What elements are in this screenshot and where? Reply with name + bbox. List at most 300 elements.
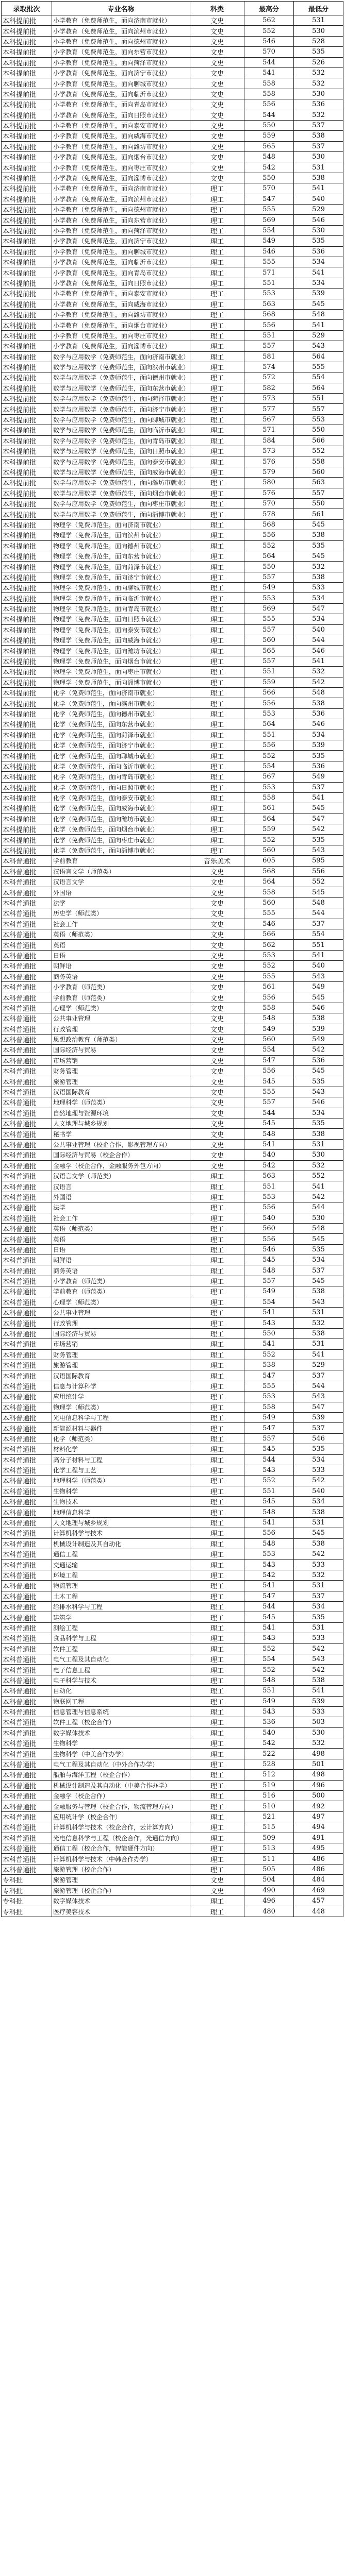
- cell-min-score: 530: [294, 225, 343, 235]
- cell-subject: 文史: [190, 152, 244, 162]
- cell-batch: 本科普通批: [2, 940, 52, 950]
- cell-batch: 本科提前批: [2, 78, 52, 89]
- cell-major: 小学教育（免费师范生，面向滨州市就业）: [52, 194, 190, 204]
- cell-batch: 本科普通批: [2, 1770, 52, 1780]
- cell-min-score: 544: [294, 635, 343, 646]
- table-row: [2, 1308, 343, 1318]
- cell-min-score: 535: [294, 751, 343, 761]
- cell-subject: 理工: [190, 1286, 244, 1297]
- cell-batch: 本科提前批: [2, 351, 52, 362]
- cell-min-score: 545: [294, 1234, 343, 1244]
- cell-max-score: 496: [244, 1895, 294, 1906]
- cell-max-score: 562: [244, 940, 294, 950]
- cell-subject: 理工: [190, 1297, 244, 1307]
- cell-max-score: 576: [244, 488, 294, 498]
- cell-min-score: 534: [294, 730, 343, 740]
- cell-min-score: 530: [294, 1150, 343, 1160]
- cell-subject: 理工: [190, 425, 244, 435]
- cell-batch: 本科普通批: [2, 981, 52, 992]
- cell-min-score: 533: [294, 1633, 343, 1643]
- cell-major: 化学（免费师范生，面向淄博市就业）: [52, 845, 190, 855]
- cell-min-score: 535: [294, 47, 343, 57]
- cell-major: 生物科学（中美合作办学）: [52, 1749, 190, 1759]
- cell-max-score: 552: [244, 751, 294, 761]
- table-row: [2, 1108, 343, 1118]
- cell-min-score: 529: [294, 330, 343, 341]
- cell-max-score: 545: [244, 1612, 294, 1622]
- cell-min-score: 531: [294, 1308, 343, 1318]
- table-row: [2, 919, 343, 929]
- cell-batch: 本科提前批: [2, 551, 52, 561]
- table-row: [2, 1843, 343, 1853]
- cell-batch: 本科提前批: [2, 624, 52, 635]
- cell-max-score: 556: [244, 1202, 294, 1213]
- cell-subject: 理工: [190, 372, 244, 383]
- cell-major: 人文地理与城乡规划: [52, 1517, 190, 1528]
- cell-subject: 理工: [190, 1622, 244, 1633]
- table-row: [2, 1276, 343, 1286]
- cell-major: 旅游管理: [52, 1076, 190, 1087]
- cell-major: 自然地理与资源环境: [52, 1108, 190, 1118]
- table-row: [2, 414, 343, 425]
- cell-subject: 理工: [190, 751, 244, 761]
- cell-subject: 理工: [190, 1265, 244, 1276]
- cell-max-score: 559: [244, 677, 294, 687]
- cell-max-score: 571: [244, 267, 294, 278]
- table-row: [2, 908, 343, 919]
- table-row: [2, 404, 343, 414]
- table-row: [2, 1822, 343, 1833]
- cell-min-score: 542: [294, 1643, 343, 1654]
- cell-max-score: 556: [244, 992, 294, 1003]
- cell-min-score: 554: [294, 929, 343, 939]
- cell-subject: 文史: [190, 1066, 244, 1076]
- cell-batch: 本科提前批: [2, 519, 52, 530]
- cell-batch: 本科普通批: [2, 1171, 52, 1181]
- cell-batch: 本科普通批: [2, 1759, 52, 1769]
- cell-batch: 本科普通批: [2, 1055, 52, 1065]
- cell-major: 日语: [52, 950, 190, 960]
- cell-subject: 文史: [190, 1003, 244, 1013]
- table-row: [2, 656, 343, 666]
- cell-subject: 理工: [190, 1686, 244, 1696]
- cell-min-score: 536: [294, 1055, 343, 1065]
- cell-max-score: 549: [244, 1024, 294, 1034]
- cell-batch: 本科普通批: [2, 887, 52, 897]
- cell-max-score: 558: [244, 792, 294, 803]
- cell-batch: 本科提前批: [2, 446, 52, 456]
- cell-major: 国际经济与贸易（校企合作）: [52, 1150, 190, 1160]
- cell-major: 公共事业管理（校企合作，影视管理方向）: [52, 1139, 190, 1149]
- cell-min-score: 539: [294, 289, 343, 299]
- cell-major: 小学教育（免费师范生，面向日照市就业）: [52, 278, 190, 288]
- cell-batch: 本科普通批: [2, 1308, 52, 1318]
- cell-major: 通信工程: [52, 1549, 190, 1560]
- cell-min-score: 538: [294, 572, 343, 582]
- table-row: [2, 246, 343, 257]
- cell-major: 船舶与海洋工程（校企合作）: [52, 1770, 190, 1780]
- cell-subject: 理工: [190, 814, 244, 824]
- cell-major: 电子科学与技术: [52, 1675, 190, 1685]
- cell-max-score: 561: [244, 803, 294, 814]
- cell-subject: 理工: [190, 1822, 244, 1833]
- cell-major: 学前教育: [52, 856, 190, 866]
- cell-major: 化学（免费师范生，面向枣庄市就业）: [52, 835, 190, 845]
- cell-max-score: 555: [244, 257, 294, 267]
- cell-max-score: 569: [244, 215, 294, 225]
- cell-min-score: 532: [294, 1570, 343, 1580]
- table-row: [2, 940, 343, 950]
- cell-major: 小学教育（免费师范生，面向德州市就业）: [52, 205, 190, 215]
- cell-major: 汉语言文学（师范类）: [52, 866, 190, 876]
- cell-max-score: 560: [244, 1223, 294, 1233]
- cell-major: 地理信息科学: [52, 1507, 190, 1517]
- cell-batch: 本科提前批: [2, 803, 52, 814]
- cell-min-score: 496: [294, 1780, 343, 1790]
- admission-score-table: [1, 1, 343, 1917]
- cell-batch: 本科普通批: [2, 1601, 52, 1612]
- cell-subject: 文史: [190, 1055, 244, 1065]
- table-row: [2, 1665, 343, 1675]
- table-row: [2, 1223, 343, 1233]
- cell-major: 小学教育（免费师范生，面向泰安市就业）: [52, 120, 190, 130]
- cell-min-score: 536: [294, 761, 343, 771]
- cell-max-score: 555: [244, 1087, 294, 1097]
- cell-min-score: 552: [294, 1171, 343, 1181]
- cell-min-score: 541: [294, 1349, 343, 1360]
- cell-subject: 理工: [190, 1465, 244, 1475]
- cell-min-score: 538: [294, 173, 343, 183]
- cell-subject: 理工: [190, 1360, 244, 1370]
- cell-major: 物理学（免费师范生，面向菏泽市就业）: [52, 562, 190, 572]
- cell-subject: 文史: [190, 67, 244, 78]
- cell-batch: 本科提前批: [2, 404, 52, 414]
- cell-subject: 理工: [190, 1906, 244, 1917]
- cell-major: 信息与计算科学: [52, 1381, 190, 1391]
- cell-min-score: 543: [294, 1392, 343, 1402]
- cell-max-score: 528: [244, 1759, 294, 1769]
- cell-max-score: 545: [244, 1118, 294, 1129]
- cell-min-score: 532: [294, 667, 343, 677]
- table-row: [2, 1591, 343, 1601]
- cell-min-score: 535: [294, 835, 343, 845]
- cell-major: 物理学（免费师范生，面向东营市就业）: [52, 551, 190, 561]
- cell-batch: 本科提前批: [2, 761, 52, 771]
- cell-max-score: 564: [244, 877, 294, 887]
- cell-min-score: 538: [294, 1675, 343, 1685]
- cell-batch: 本科普通批: [2, 1181, 52, 1192]
- cell-min-score: 545: [294, 803, 343, 814]
- cell-subject: 文史: [190, 887, 244, 897]
- table-row: [2, 603, 343, 614]
- cell-subject: 理工: [190, 215, 244, 225]
- cell-subject: 文史: [190, 1013, 244, 1024]
- cell-subject: 文史: [190, 1118, 244, 1129]
- cell-major: 机械设计制造及其自动化: [52, 1538, 190, 1549]
- cell-batch: 本科普通批: [2, 897, 52, 908]
- cell-max-score: 545: [244, 1444, 294, 1454]
- cell-subject: 理工: [190, 730, 244, 740]
- table-row: [2, 1423, 343, 1433]
- cell-major: 汉语国际教育: [52, 1087, 190, 1097]
- cell-max-score: 557: [244, 624, 294, 635]
- cell-subject: 文史: [190, 919, 244, 929]
- table-row: [2, 372, 343, 383]
- cell-max-score: 554: [244, 1654, 294, 1664]
- table-body: [2, 15, 343, 1917]
- cell-subject: 理工: [190, 1392, 244, 1402]
- cell-major: 生物科学: [52, 1486, 190, 1496]
- cell-major: 建筑学: [52, 1612, 190, 1622]
- cell-batch: 本科普通批: [2, 1433, 52, 1444]
- cell-subject: 文史: [190, 940, 244, 950]
- cell-major: 数学与应用数学（免费师范生，面向济宁市就业）: [52, 404, 190, 414]
- cell-min-score: 531: [294, 1517, 343, 1528]
- cell-max-score: 546: [244, 246, 294, 257]
- cell-batch: 本科提前批: [2, 36, 52, 46]
- cell-major: 化学（免费师范生，面向泰安市就业）: [52, 792, 190, 803]
- cell-min-score: 538: [294, 1507, 343, 1517]
- cell-batch: 本科提前批: [2, 772, 52, 782]
- cell-major: 化学（免费师范生，面向济宁市就业）: [52, 740, 190, 750]
- cell-batch: 本科提前批: [2, 320, 52, 330]
- cell-major: 小学教育（免费师范生，面向威海市就业）: [52, 299, 190, 309]
- cell-major: 生物科学: [52, 1738, 190, 1749]
- table-row: [2, 362, 343, 372]
- table-row: [2, 1360, 343, 1370]
- cell-min-score: 546: [294, 1097, 343, 1108]
- cell-max-score: 541: [244, 1581, 294, 1591]
- cell-subject: 文史: [190, 1129, 244, 1139]
- cell-max-score: 558: [244, 887, 294, 897]
- cell-max-score: 546: [244, 36, 294, 46]
- cell-max-score: 559: [244, 824, 294, 835]
- cell-batch: 本科普通批: [2, 1454, 52, 1465]
- cell-min-score: 538: [294, 1129, 343, 1139]
- cell-batch: 本科普通批: [2, 1665, 52, 1675]
- cell-subject: 理工: [190, 835, 244, 845]
- cell-subject: 理工: [190, 1581, 244, 1591]
- table-row: [2, 15, 343, 26]
- cell-major: 小学教育（免费师范生，面向菏泽市就业）: [52, 57, 190, 67]
- cell-min-score: 543: [294, 1654, 343, 1664]
- cell-min-score: 497: [294, 1811, 343, 1822]
- cell-batch: 本科提前批: [2, 583, 52, 593]
- cell-major: 朝鲜语: [52, 1255, 190, 1265]
- cell-min-score: 469: [294, 1885, 343, 1895]
- cell-min-score: 541: [294, 183, 343, 194]
- cell-subject: 理工: [190, 1318, 244, 1328]
- cell-min-score: 550: [294, 425, 343, 435]
- cell-min-score: 526: [294, 57, 343, 67]
- cell-subject: 理工: [190, 688, 244, 698]
- cell-min-score: 545: [294, 299, 343, 309]
- cell-batch: 本科普通批: [2, 1003, 52, 1013]
- cell-min-score: 564: [294, 383, 343, 393]
- cell-subject: 理工: [190, 1192, 244, 1202]
- cell-min-score: 530: [294, 89, 343, 99]
- table-row: [2, 1370, 343, 1381]
- cell-subject: 文史: [190, 26, 244, 36]
- cell-major: 思想政治教育（师范类）: [52, 1034, 190, 1044]
- cell-max-score: 557: [244, 1097, 294, 1108]
- table-row: [2, 1244, 343, 1255]
- table-row: [2, 866, 343, 876]
- cell-subject: 理工: [190, 1717, 244, 1727]
- cell-min-score: 539: [294, 740, 343, 750]
- cell-min-score: 546: [294, 646, 343, 656]
- table-row: [2, 1139, 343, 1149]
- cell-batch: 本科普通批: [2, 1780, 52, 1790]
- cell-min-score: 553: [294, 414, 343, 425]
- cell-max-score: 554: [244, 225, 294, 235]
- table-row: [2, 1076, 343, 1087]
- cell-batch: 本科普通批: [2, 1444, 52, 1454]
- cell-batch: 本科提前批: [2, 614, 52, 624]
- cell-major: 物理学（免费师范生，面向德州市就业）: [52, 540, 190, 551]
- cell-batch: 本科普通批: [2, 919, 52, 929]
- cell-major: 物理学（免费师范生，面向聊城市就业）: [52, 583, 190, 593]
- cell-max-score: 558: [244, 1003, 294, 1013]
- cell-min-score: 544: [294, 908, 343, 919]
- cell-max-score: 550: [244, 562, 294, 572]
- cell-batch: 本科普通批: [2, 1560, 52, 1570]
- table-row: [2, 1349, 343, 1360]
- cell-subject: 理工: [190, 1349, 244, 1360]
- cell-subject: 理工: [190, 1276, 244, 1286]
- cell-subject: 理工: [190, 1749, 244, 1759]
- cell-subject: 文史: [190, 131, 244, 141]
- cell-max-score: 551: [244, 1181, 294, 1192]
- cell-min-score: 531: [294, 15, 343, 26]
- cell-major: 软件工程（校企合作）: [52, 1717, 190, 1727]
- cell-batch: 专科批: [2, 1906, 52, 1917]
- cell-batch: 本科普通批: [2, 1255, 52, 1265]
- cell-max-score: 553: [244, 593, 294, 603]
- cell-major: 小学教育（免费师范生，面向济宁市就业）: [52, 236, 190, 246]
- cell-max-score: 566: [244, 929, 294, 939]
- cell-max-score: 544: [244, 57, 294, 67]
- cell-subject: 理工: [190, 309, 244, 319]
- cell-min-score: 555: [294, 362, 343, 372]
- cell-min-score: 545: [294, 1528, 343, 1538]
- cell-batch: 本科提前批: [2, 572, 52, 582]
- table-row: [2, 1055, 343, 1065]
- cell-min-score: 548: [294, 688, 343, 698]
- table-row: [2, 110, 343, 120]
- cell-major: 物理学（免费师范生，面向济宁市就业）: [52, 572, 190, 582]
- cell-min-score: 530: [294, 152, 343, 162]
- cell-max-score: 551: [244, 1686, 294, 1696]
- cell-major: 小学教育（免费师范生，面向潍坊市就业）: [52, 309, 190, 319]
- cell-batch: 本科普通批: [2, 1633, 52, 1643]
- cell-subject: 理工: [190, 1759, 244, 1769]
- cell-max-score: 511: [244, 1854, 294, 1864]
- cell-min-score: 530: [294, 26, 343, 36]
- cell-max-score: 543: [244, 1633, 294, 1643]
- table-row: [2, 1696, 343, 1706]
- cell-batch: 本科普通批: [2, 1244, 52, 1255]
- table-header-row: [2, 2, 343, 15]
- cell-max-score: 549: [244, 236, 294, 246]
- cell-subject: 理工: [190, 467, 244, 477]
- cell-min-score: 535: [294, 1444, 343, 1454]
- cell-major: 化学（免费师范生，面向威海市就业）: [52, 803, 190, 814]
- cell-max-score: 545: [244, 1076, 294, 1087]
- cell-min-score: 541: [294, 267, 343, 278]
- cell-major: 数学与应用数学（免费师范生，面向泰安市就业）: [52, 456, 190, 467]
- cell-major: 化学工程与工艺: [52, 1465, 190, 1475]
- cell-subject: 音乐美术: [190, 856, 244, 866]
- cell-batch: 本科普通批: [2, 1717, 52, 1727]
- cell-max-score: 560: [244, 1034, 294, 1044]
- cell-batch: 本科普通批: [2, 1791, 52, 1801]
- cell-subject: 理工: [190, 1412, 244, 1422]
- cell-min-score: 542: [294, 1192, 343, 1202]
- cell-min-score: 546: [294, 1433, 343, 1444]
- table-row: [2, 856, 343, 866]
- cell-max-score: 554: [244, 1297, 294, 1307]
- table-row: [2, 835, 343, 845]
- cell-min-score: 539: [294, 1412, 343, 1422]
- cell-batch: 本科普通批: [2, 1854, 52, 1864]
- cell-min-score: 531: [294, 162, 343, 173]
- cell-max-score: 553: [244, 782, 294, 792]
- cell-batch: 本科提前批: [2, 67, 52, 78]
- cell-subject: 理工: [190, 708, 244, 719]
- cell-min-score: 498: [294, 1770, 343, 1780]
- cell-subject: 文史: [190, 877, 244, 887]
- table-row: [2, 1045, 343, 1055]
- table-row: [2, 1213, 343, 1223]
- cell-batch: 本科提前批: [2, 677, 52, 687]
- table-row: [2, 1770, 343, 1780]
- cell-min-score: 542: [294, 1549, 343, 1560]
- cell-batch: 本科提前批: [2, 362, 52, 372]
- cell-major: 数学与应用数学（免费师范生，面向日照市就业）: [52, 446, 190, 456]
- table-row: [2, 456, 343, 467]
- cell-batch: 本科提前批: [2, 782, 52, 792]
- table-row: [2, 540, 343, 551]
- table-row: [2, 36, 343, 46]
- cell-subject: 理工: [190, 1654, 244, 1664]
- cell-major: 公共事业管理: [52, 1013, 190, 1024]
- cell-subject: 理工: [190, 719, 244, 730]
- cell-subject: 理工: [190, 394, 244, 404]
- cell-major: 小学教育（免费师范生，面向枣庄市就业）: [52, 162, 190, 173]
- cell-max-score: 551: [244, 1486, 294, 1496]
- cell-major: 信息管理与信息系统: [52, 1706, 190, 1717]
- cell-subject: 理工: [190, 435, 244, 446]
- cell-batch: 本科普通批: [2, 1643, 52, 1654]
- cell-batch: 专科批: [2, 1885, 52, 1895]
- cell-subject: 理工: [190, 1643, 244, 1654]
- cell-subject: 文史: [190, 36, 244, 46]
- cell-max-score: 548: [244, 152, 294, 162]
- cell-major: 物理学（免费师范生，面向济南市就业）: [52, 519, 190, 530]
- cell-min-score: 537: [294, 141, 343, 151]
- cell-batch: 本科普通批: [2, 1528, 52, 1538]
- table-row: [2, 677, 343, 687]
- table-row: [2, 751, 343, 761]
- table-row: [2, 772, 343, 782]
- cell-subject: 理工: [190, 782, 244, 792]
- cell-max-score: 558: [244, 89, 294, 99]
- cell-batch: 本科普通批: [2, 866, 52, 876]
- cell-min-score: 534: [294, 1454, 343, 1465]
- cell-batch: 本科提前批: [2, 141, 52, 151]
- cell-min-score: 537: [294, 1265, 343, 1276]
